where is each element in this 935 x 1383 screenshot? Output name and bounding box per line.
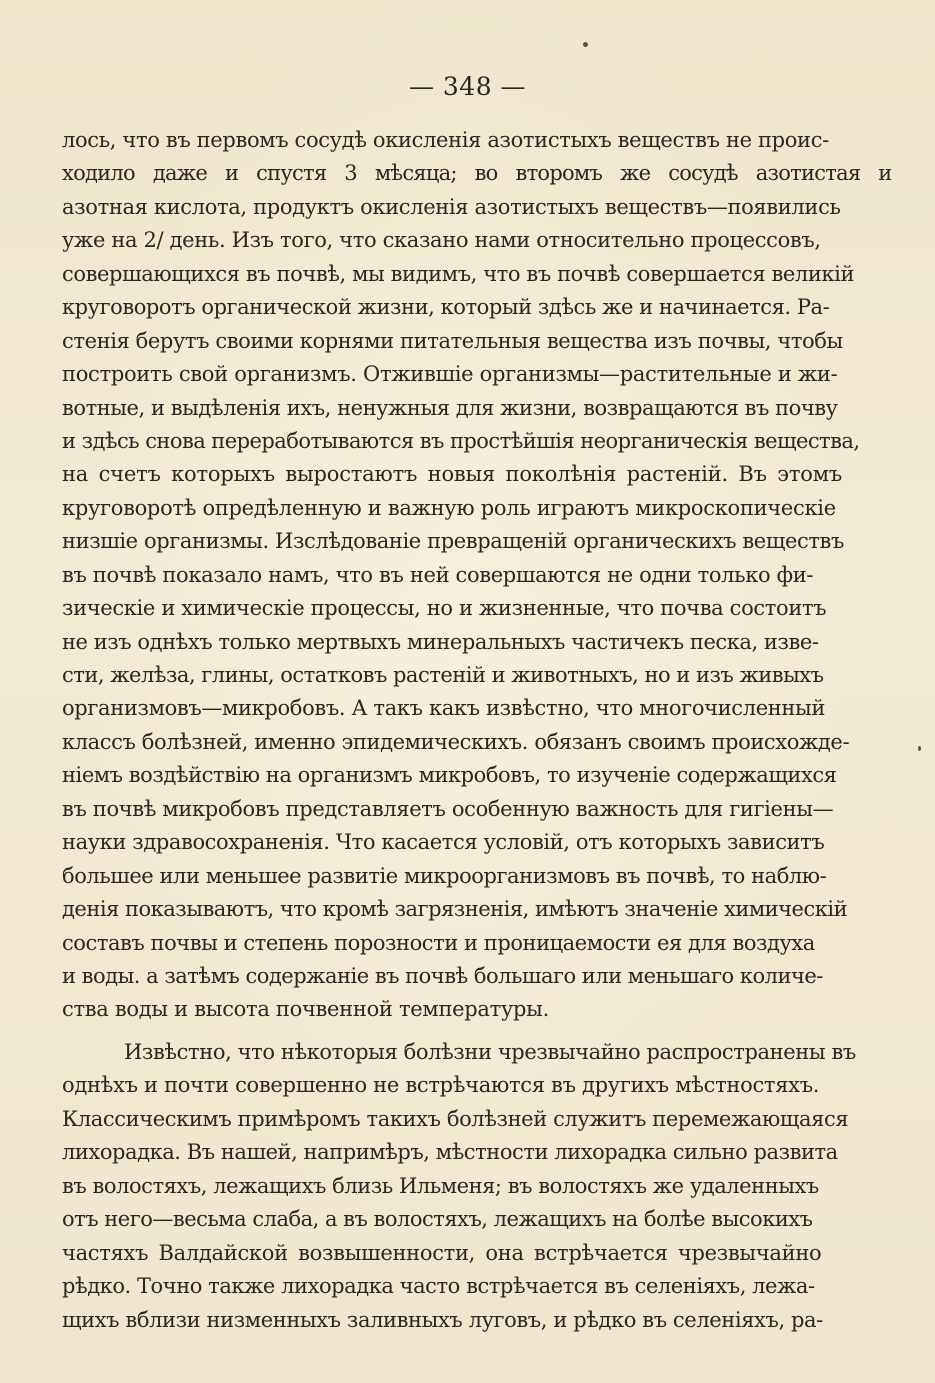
text-line: отъ него—весьма слаба, а въ волостяхъ, лежащихъ на болѣе высокихъ	[62, 1207, 813, 1232]
text-line: однѣхъ и почти совершенно не встрѣчаются въ другихъ мѣстностяхъ.	[62, 1073, 820, 1098]
text-line: уже на 2/ день. Изъ того, что сказано нами относительно процессовъ,	[62, 228, 821, 253]
text-line: вотные, и выдѣленія ихъ, ненужныя для жизни, возвращаются въ почву	[62, 395, 838, 420]
text-line: на счетъ которыхъ выростаютъ новыя поколѣнія растеній. Въ этомъ	[62, 462, 843, 487]
text-line: лихорадка. Въ нашей, напримѣръ, мѣстности лихорадка сильно развита	[62, 1140, 838, 1165]
text-line: рѣдко. Точно также лихорадка часто встрѣчается въ селеніяхъ, лежа-	[62, 1274, 815, 1299]
text-line: круговоротъ органической жизни, который здѣсь же и начинается. Ра-	[62, 295, 830, 320]
text-line: низшіе организмы. Изслѣдованіе превращеній органическихъ веществъ	[62, 529, 844, 554]
paragraph-1	[62, 124, 894, 1027]
ink-speck	[583, 42, 588, 47]
text-line: въ волостяхъ, лежащихъ близь Ильменя; въ волостяхъ же удаленныхъ	[62, 1173, 819, 1198]
text-line: круговоротѣ опредѣленную и важную роль играютъ микроскопическіе	[62, 495, 836, 520]
text-line: не изъ однѣхъ только мертвыхъ минеральныхъ частичекъ песка, изве-	[62, 629, 819, 654]
text-line: большее или меньшее развитіе микроорганизмовъ въ почвѣ, то наблю-	[62, 863, 827, 888]
text-line: совершающихся въ почвѣ, мы видимъ, что въ почвѣ совершается великій	[62, 261, 855, 286]
text-line: и здѣсь снова переработываются въ простѣйшія неорганическія вещества,	[62, 428, 860, 453]
text-line: организмовъ—микробовъ. А такъ какъ извѣстно, что многочисленный	[62, 696, 826, 721]
text-line: зическіе и химическіе процессы, но и жизненные, что почва состоитъ	[62, 596, 827, 621]
ink-speck	[918, 746, 921, 751]
text-line: ходило даже и спустя 3 мѣсяца; во второмъ же сосудѣ азотистая и	[62, 161, 892, 186]
text-line: стенія берутъ своими корнями питательныя вещества изъ почвы, чтобы	[62, 328, 843, 353]
page-number: — 348 —	[408, 72, 527, 101]
text-line: Извѣстно, что нѣкоторыя болѣзни чрезвычайно распространены въ	[124, 1040, 856, 1064]
text-line: въ почвѣ показало намъ, что въ ней совершаются не одни только фи-	[62, 562, 814, 587]
text-line: составъ почвы и степень порозности и проницаемости ея для воздуха	[62, 930, 815, 955]
text-line: сти, желѣза, глины, остатковъ растеній и животныхъ, но и изъ живыхъ	[62, 663, 824, 687]
text-line: классъ болѣзней, именно эпидемическихъ. обязанъ своимъ происхожде-	[62, 729, 850, 754]
text-line: ніемъ воздѣйствію на организмъ микробовъ, то изученіе содержащихся	[62, 763, 837, 788]
text-line: частяхъ Валдайской возвышенности, она встрѣчается чрезвычайно	[62, 1240, 822, 1265]
text-line: науки здравосохраненія. Что касается условій, отъ которыхъ зависитъ	[62, 830, 825, 855]
text-line: денія показываютъ, что кромѣ загрязненія, имѣютъ значеніе химическій	[62, 897, 848, 922]
text-line: ства воды и высота почвенной температуры.	[62, 997, 549, 1022]
text-line: Классическимъ примѣромъ такихъ болѣзней служитъ перемежающаяся	[62, 1106, 849, 1131]
text-line: и воды. а затѣмъ содержаніе въ почвѣ большаго или меньшаго количе-	[62, 963, 823, 988]
text-line: построить свой организмъ. Отжившіе организмы—растительные и жи-	[62, 362, 838, 387]
text-line: въ почвѣ микробовъ представляетъ особенную важность для гигіены—	[62, 796, 834, 821]
text-line: лось, что въ первомъ сосудѣ окисленія азотистыхъ веществъ не проис-	[62, 128, 829, 152]
text-line: азотная кислота, продуктъ окисленія азотистыхъ веществъ—появились	[62, 194, 841, 219]
paragraph-2	[62, 1036, 894, 1337]
text-line: щихъ вблизи низменныхъ заливныхъ луговъ, и рѣдко въ селеніяхъ, ра-	[62, 1307, 823, 1332]
